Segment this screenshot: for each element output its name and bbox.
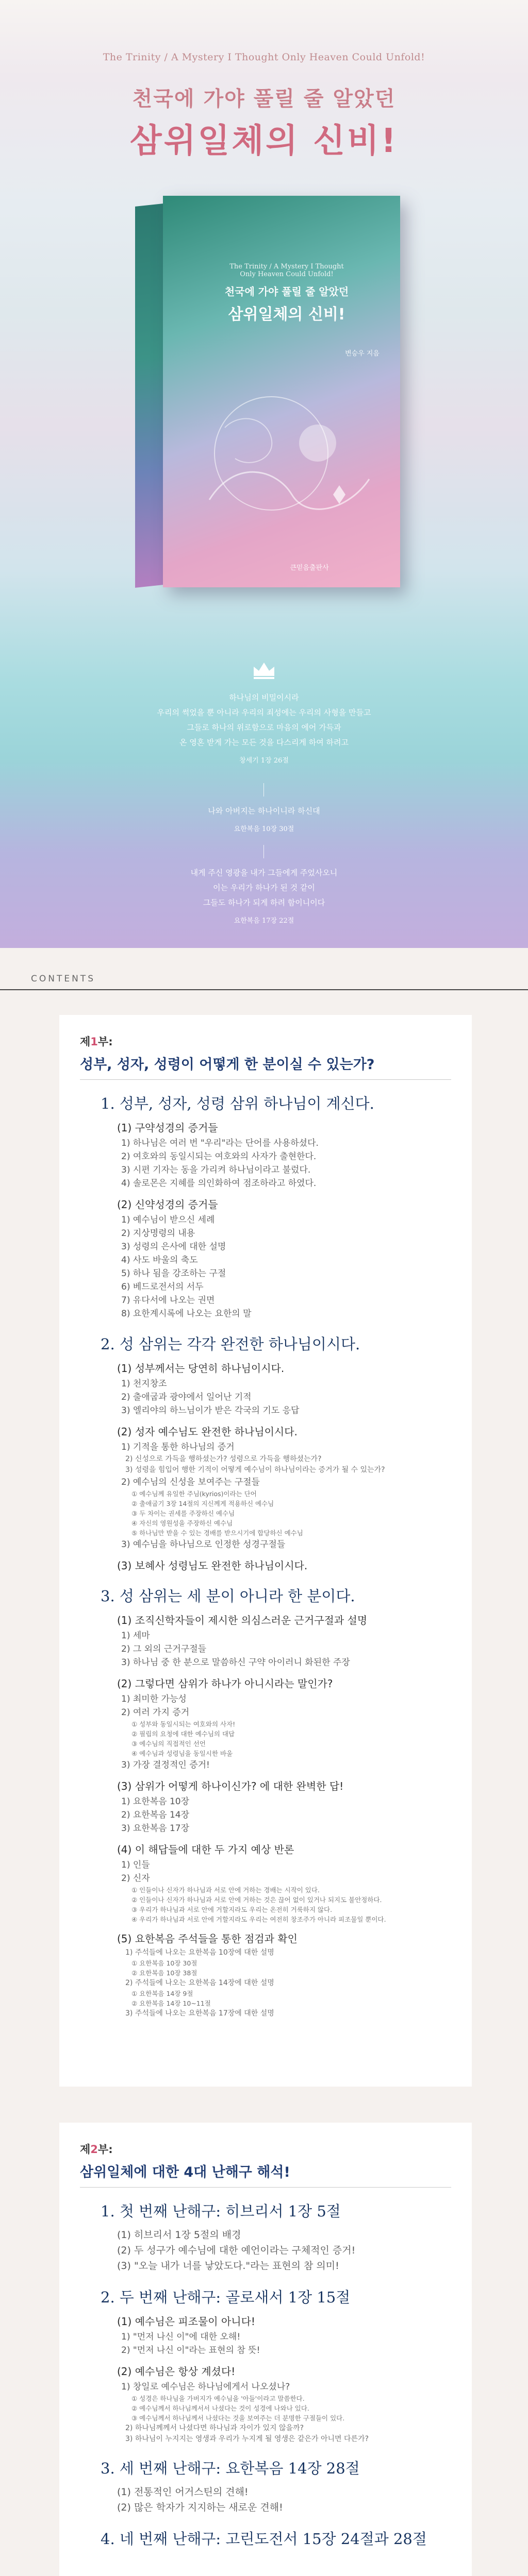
list-item: 2) 여호와의 동일시되는 여호와의 사자가 출현한다. [121,1151,317,1162]
list-item: ② 요한복음 10장 38절 [131,1969,197,1977]
list-item: 2) 신자 [121,1873,150,1884]
list-item: 1) "먼저 나신 이"에 대한 오해! [121,2332,241,2342]
list-item: 1) 요한복음 10장 [121,1797,189,1807]
list-item: ③ 우리가 하나님과 서로 안에 거할지라도 우리는 온전히 거룩하지 않다. [131,1906,333,1913]
verse-reference: 요한복음 17장 22절 [234,917,294,925]
cover-korean-tagline: 천국에 가야 풀릴 줄 알았던 [224,285,349,298]
list-item: 2) 여러 가지 증거 [121,1707,190,1718]
chapter-title: 4. 네 번째 난해구: 고린도전서 15장 24절과 28절 [101,2530,427,2548]
chapter-title: 3. 세 번째 난해구: 요한복음 14장 28절 [101,2460,360,2477]
list-item: ② 필립의 요청에 대한 예수님의 대답 [131,1730,235,1738]
list-item: ① 요한복음 14장 9절 [131,1990,193,1997]
list-item: 2) 지상명령의 내용 [121,1228,195,1239]
list-item: ④ 우리가 하나님과 서로 안에 거할지라도 우리는 여전히 창조주가 아니라 피조물일 뿐이다. [131,1916,386,1923]
cover-author: 변승우 지음 [345,350,380,358]
section-title: (1) 구약성경의 증거들 [117,1122,218,1134]
list-item: 1) 예수님이 받으신 세례 [121,1215,215,1225]
cover-english-line-2: Only Heaven Could Unfold! [240,270,334,278]
list-item: ① 요한복음 10장 30절 [131,1959,197,1967]
list-item: ⑤ 하나님만 받을 수 있는 경배를 받으시기에 합당하신 예수님 [131,1529,303,1537]
list-item: 1) 주석들에 나오는 요한복음 10장에 대한 설명 [125,1948,274,1957]
chapter-title: 1. 첫 번째 난해구: 히브리서 1장 5절 [101,2202,341,2220]
list-item: 3) 하나님이 누지지는 영생과 우리가 누지게 될 영생은 같은가 아니면 다른가? [125,2435,369,2443]
section-title: (3) 삼위가 어떻게 하나이신가? 에 대한 완벽한 답! [117,1780,344,1792]
list-item: 3) 성령을 힘입어 행한 기적이 어떻게 예수님이 하나님이라는 증거가 될 수 있는가? [125,1466,385,1474]
list-item: 3) 성령의 은사에 대한 설명 [121,1242,226,1252]
book-spine [135,204,163,588]
section-title: (1) 성부께서는 당연히 하나님이시다. [117,1362,285,1375]
list-item: ③ 예수님의 직접적인 선언 [131,1740,206,1748]
section-title: (4) 이 해답들에 대한 두 가지 예상 반론 [117,1843,294,1856]
list-item: 2) 신성으로 가득을 행하셨는가? 성령으로 가득을 행하셨는가? [125,1455,322,1463]
list-item: 2) 하나님께께서 나셨다면 하나님과 자이가 있지 않을까? [125,2424,304,2432]
list-item: 2) 그 외의 근거구절들 [121,1644,207,1654]
list-item: 1) 하나님은 여러 번 "우리"라는 단어를 사용하셨다. [121,1138,319,1148]
list-item: 2) 주석들에 나오는 요한복음 14장에 대한 설명 [125,1979,274,1987]
korean-tagline: 천국에 가야 풀릴 줄 알았던 [132,87,396,111]
cover-title: 삼위일체의 신비! [228,306,345,324]
list-item: 4) 사도 바울의 축도 [121,1255,198,1265]
verse-john-10 [0,804,528,837]
verse-reference: 창세기 1장 26절 [239,757,289,765]
section-title: (2) 성자 예수님도 완전한 하나님이시다. [117,1426,298,1438]
contents-header [0,974,528,994]
list-item: ② 인들이나 신자가 하나님과 서로 안에 거하는 것은 끊어 없이 있거나 되지도 불안정하다. [131,1896,382,1904]
list-item: 1) 세마 [121,1631,150,1641]
verse-genesis [0,690,528,768]
section-title: (3) 보혜사 성령님도 완전한 하나님이시다. [117,1560,308,1572]
list-item: ① 성부와 동일시되는 여호와의 사자! [131,1720,236,1728]
list-item: 4) 솔로몬은 지혜를 의인화하여 점조하라고 하였다. [121,1178,317,1189]
list-item: 6) 베드로전서의 서두 [121,1282,204,1292]
list-item: 3) 요한복음 17장 [121,1823,189,1834]
list-item: 1) 최미한 가능성 [121,1694,187,1704]
section-title: (2) 예수님은 항상 계셨다! [117,2365,236,2378]
verse-line: 온 영혼 받게 가는 모든 것을 다스리게 하여 하려고 [179,738,349,747]
list-item: 8) 요한계시록에 나오는 요한의 말 [121,1309,252,1319]
verse-line: 내게 주신 영광을 내가 그들에게 주었사오니 [190,868,338,877]
list-item: 1) 창일로 예수님은 하나님에게서 나오셨나? [121,2382,290,2392]
cover-illustration [163,366,400,572]
cover-english-line: The Trinity / A Mystery I Thought [229,263,344,270]
part2-card [59,2123,472,2576]
divider [0,989,528,990]
list-item: 3) 엘리야의 하느님이가 받은 각국의 기도 응답 [121,1405,300,1416]
verse-line: 이는 우리가 하나가 된 것 같이 [213,883,315,892]
section-title: (2) 그렇다면 삼위가 하나가 아니시라는 말인가? [117,1677,333,1690]
list-item: 5) 하나 됨을 강조하는 구절 [121,1268,226,1279]
list-item: ③ 예수님께서 하나님께서 나셨다는 것을 보여주는 더 분명한 구절들이 있다. [131,2414,345,2422]
part2-tag: 제2부: [80,2143,113,2156]
section-title: (1) 예수님은 피조물이 아니다! [117,2315,255,2328]
list-item: ① 예수님께 유일한 주님(kyrios)이라는 단어 [131,1490,257,1498]
list-item: (3) "오늘 내가 너를 낳았도다."라는 표현의 참 의미! [117,2260,339,2272]
section-title: (5) 요한복음 주석들을 통한 점검과 확인 [117,1933,298,1945]
list-item: 2) 예수님의 신성을 보여주는 구절들 [121,1477,260,1487]
contents-label: CONTENTS [31,974,95,984]
chapter-title: 3. 성 삼위는 세 분이 아니라 한 분이다. [101,1587,355,1605]
english-tagline: The Trinity / A Mystery I Thought Only Heaven Could Unfold! [103,52,425,63]
part1-tag: 제1부: [80,1036,113,1048]
list-item: 1) 기적을 통한 하나님의 증거 [121,1442,235,1452]
list-item: 3) 주석들에 나오는 요한복음 17장에 대한 설명 [125,2009,274,2018]
part2-heading: 삼위일체에 대한 4대 난해구 해석! [80,2164,290,2180]
list-item: 3) 하나님 중 한 분으로 말씀하신 구약 아이러니 화된한 주장 [121,1657,350,1668]
list-item: ② 출애굽기 3장 14절의 지신께게 적용하신 예수님 [131,1500,274,1507]
crown-icon [251,659,277,680]
page-title: 삼위일체의 신비! [129,122,399,160]
part1-heading: 성부, 성자, 성령이 어떻게 한 분이실 수 있는가? [80,1057,375,1073]
divider [263,845,264,858]
list-item: ④ 예수님과 성령님을 동일시한 바울 [131,1750,233,1757]
verse-line: 나와 아버지는 하나이니라 하신대 [208,806,320,816]
list-item: 3) 시편 기자는 동을 가리켜 하나님이라고 불렀다. [121,1165,311,1175]
list-item: ① 인들이나 신자가 하나님과 서로 안에 거하는 경배는 시작이 있다. [131,1886,320,1894]
divider [80,1079,451,1080]
divider [263,783,264,796]
section-title: (2) 신약성경의 증거들 [117,1198,218,1211]
book-cover-image [135,196,403,598]
list-item: ④ 자신의 영원성을 주장하신 예수님 [131,1519,233,1527]
list-item: 3) 가장 결정적인 증거! [121,1760,210,1770]
verse-line: 하나님의 비밀이시라 [229,693,299,702]
list-item: ③ 두 차이는 권세를 주장하신 예수님 [131,1510,235,1517]
part1-card [59,1015,472,2087]
list-item: ② 요한복음 14장 10~11절 [131,1999,211,2007]
list-item: 2) 요한복음 14장 [121,1810,189,1820]
list-item: (1) 전통적인 어거스틴의 견해! [117,2486,249,2498]
list-item: 3) 예수님을 하나님으로 인정한 성경구절들 [121,1539,286,1550]
list-item: (2) 많은 학자가 지지하는 새로운 견해! [117,2502,283,2513]
list-item: (1) 히브리서 1장 5절의 배경 [117,2229,241,2241]
verse-line: 우리의 썩었을 뿐 아니라 우리의 죄성에는 우리의 사형을 만들고 [157,708,371,717]
chapter-title: 2. 두 번째 난해구: 골로새서 1장 15절 [101,2289,351,2306]
list-item: 1) 천지창조 [121,1379,167,1389]
list-item: 2) 출애굽과 광야에서 일어난 기적 [121,1392,252,1402]
chapter-title: 2. 성 삼위는 각각 완전한 하나님이시다. [101,1335,360,1353]
list-item: (2) 두 성구가 예수님에 대한 예언이라는 구체적인 증거! [117,2245,356,2256]
list-item: ① 성경은 하나님을 가버지가 예수님을 '아들'이라고 말씀한다. [131,2395,305,2402]
list-item: 2) "먼저 나신 이"라는 표현의 참 뜻! [121,2345,260,2355]
verse-john-17 [0,866,528,928]
cover-publisher: 큰믿음출판사 [290,564,329,572]
verse-reference: 요한복음 10장 30절 [234,825,294,833]
chapter-title: 1. 성부, 성자, 성령 삼위 하나님이 계신다. [101,1095,374,1112]
hero-section [0,0,528,948]
divider [80,2187,451,2188]
list-item: 1) 인들 [121,1860,150,1870]
verse-line: 그들도 하나가 되게 하려 함이니이다 [203,898,325,907]
book-front-cover [163,196,400,587]
list-item: ② 예수님께서 하나님께서서 나셨다는 것이 성경에 나와나 있다. [131,2404,309,2412]
list-item: 7) 유다서에 나오는 권면 [121,1295,215,1306]
verse-line: 그들로 하나의 위로함으로 마음의 에어 가득과 [187,723,341,732]
section-title: (1) 조직신학자들이 제시한 의심스러운 근거구절과 설명 [117,1614,368,1626]
